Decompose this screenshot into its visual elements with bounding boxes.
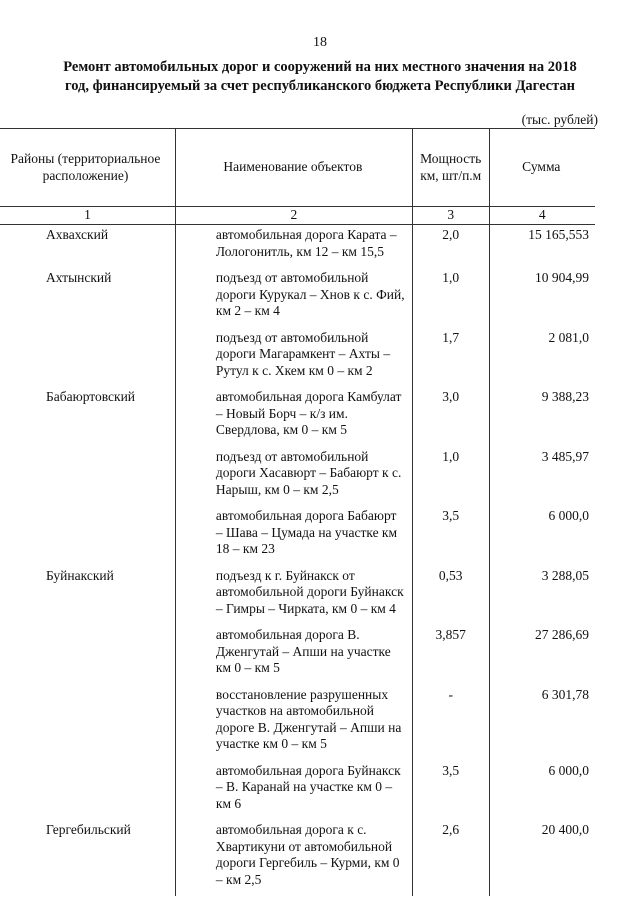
capacity-cell: 1,0 [412,268,489,328]
unit-label: (тыс. рублей) [521,112,598,127]
capacity-cell: - [412,685,489,761]
table-row [0,566,595,626]
roads-table [0,128,595,896]
header-capacity: Мощность км, шт/п.м [412,129,489,207]
sum-cell: 3 288,05 [489,566,595,626]
district-cell [0,685,175,761]
table-row [0,387,595,447]
table-row [0,685,595,761]
table-row [0,625,595,685]
district-cell: Буйнакский [46,567,114,583]
title-line-1: Ремонт автомобильных дорог и сооружений на них местного значения на 2018 [63,59,577,75]
header-districts: Районы (территориальное расположение) [0,129,175,207]
header-objects: Наименование объектов [175,129,412,207]
district-cell: Ахвахский [46,227,109,242]
district-cell: Ахтынский [46,270,112,285]
district-cell [0,506,175,566]
capacity-cell: 2,0 [412,225,489,269]
capacity-cell: 3,0 [412,387,489,447]
capacity-cell: 3,857 [412,625,489,685]
sum-cell: 6 000,0 [489,761,595,821]
table-row [0,447,595,507]
column-number: 2 [175,207,412,225]
district-cell [0,328,175,388]
column-number: 3 [412,207,489,225]
sum-cell: 3 485,97 [489,447,595,507]
capacity-cell: 2,6 [412,820,489,896]
table-row [0,268,595,328]
capacity-cell: 3,5 [412,761,489,821]
capacity-cell: 3,5 [412,506,489,566]
sum-cell: 10 904,99 [489,268,595,328]
object-cell: подъезд к г. Буйнакск от автомобильной дороги Буйнакск – Гимры – Чирката, км 0 – км 4 [175,566,412,626]
header-sum: Сумма [489,129,595,207]
object-cell: подъезд от автомобильной дороги Курукал – Хнов к с. Фий, км 2 – км 4 [175,268,412,328]
district-cell [0,625,175,685]
sum-cell: 9 388,23 [489,387,595,447]
object-cell: подъезд от автомобильной дороги Хасавюрт – Бабаюрт к с. Нарыш, км 0 – км 2,5 [175,447,412,507]
column-number: 4 [489,207,595,225]
object-cell: автомобильная дорога Бабаюрт – Шава – Цумада на участке км 18 – км 23 [175,506,412,566]
capacity-cell: 1,0 [412,447,489,507]
object-cell: автомобильная дорога Буйнакск – В. Каранай на участке км 0 – км 6 [175,761,412,821]
sum-cell: 2 081,0 [489,328,595,388]
column-number: 1 [0,207,175,225]
sum-cell: 15 165,553 [489,225,595,269]
table-row [0,328,595,388]
page-number: 18 [313,35,327,50]
document-title [30,58,610,96]
sum-cell: 27 286,69 [489,625,595,685]
object-cell: автомобильная дорога Камбулат – Новый Борч – к/з им. Свердлова, км 0 – км 5 [175,387,412,447]
object-cell: подъезд от автомобильной дороги Магарамкент – Ахты – Рутул к с. Хкем км 0 – км 2 [175,328,412,388]
object-cell: автомобильная дорога В. Дженгутай – Апши на участке км 0 – км 5 [175,625,412,685]
object-cell: автомобильная дорога Карата – Лологонитль, км 12 – км 15,5 [175,225,412,269]
table-row [0,225,595,269]
capacity-cell: 1,7 [412,328,489,388]
sum-cell: 20 400,0 [489,820,595,896]
object-cell: автомобильная дорога к с. Хвартикуни от автомобильной дороги Гергебиль – Курми, км 0 – км 2,5 [175,820,412,896]
object-cell: восстановление разрушенных участков на автомобильной дороге В. Дженгутай – Апши на участке км 0 – км 5 [175,685,412,761]
table-row [0,506,595,566]
title-line-2: год, финансируемый за счет республиканского бюджета Республики Дагестан [64,78,576,94]
district-cell [0,761,175,821]
district-cell: Гергебильский [46,822,131,837]
district-cell: Бабаюртовский [46,389,136,404]
sum-cell: 6 000,0 [489,506,595,566]
capacity-cell: 0,53 [412,566,489,626]
district-cell [0,447,175,507]
sum-cell: 6 301,78 [489,685,595,761]
table-row [0,761,595,821]
table-body [0,225,595,897]
table-row [0,820,595,896]
